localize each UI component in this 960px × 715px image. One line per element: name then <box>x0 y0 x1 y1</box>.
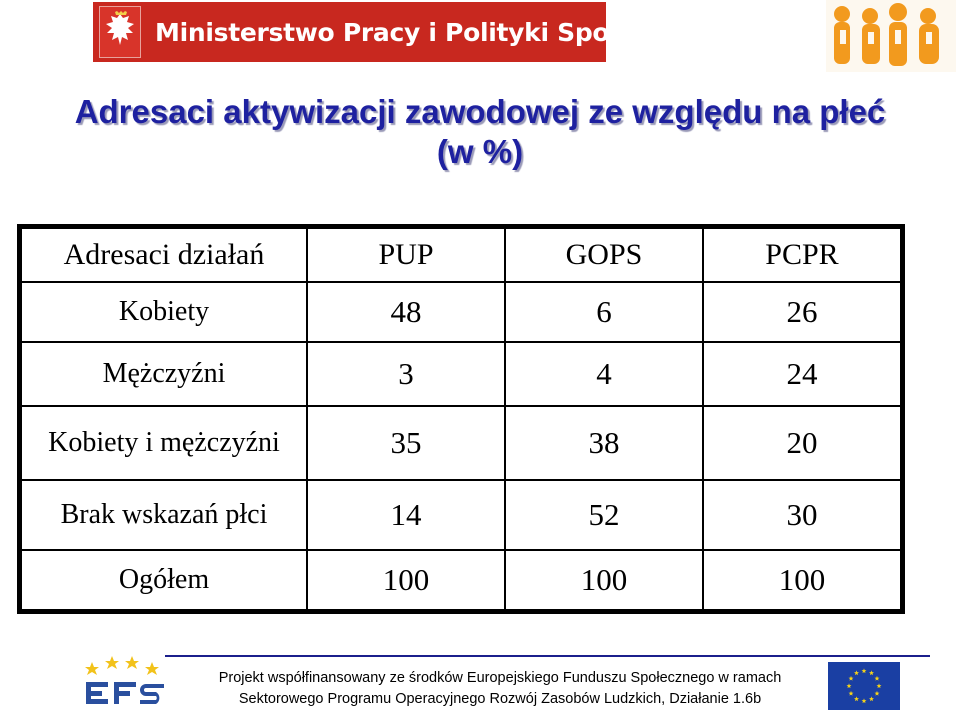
header-cell: PUP <box>307 228 505 282</box>
footer-divider <box>165 655 930 657</box>
eu-star-icon <box>875 691 880 696</box>
table-cell: 35 <box>307 406 505 480</box>
title-line-2: (w %) <box>436 133 524 170</box>
ppps-logo <box>826 0 956 72</box>
eu-star-icon <box>849 676 854 681</box>
table-cell: 52 <box>505 480 703 550</box>
efs-logo <box>82 652 168 708</box>
eu-star-icon <box>854 696 859 701</box>
table-cell: 100 <box>307 550 505 610</box>
footer-line-1: Projekt współfinansowany ze środków Europejskiego Funduszu Społecznego w ramach <box>218 670 782 686</box>
header-cell: PCPR <box>703 228 901 282</box>
table-row <box>21 282 901 342</box>
eu-star-icon <box>847 683 852 688</box>
page-title <box>0 92 960 172</box>
ministry-name: Ministerstwo Pracy i Polityki Społecznej <box>155 17 707 47</box>
table-cell: 3 <box>307 342 505 406</box>
row-label: Mężczyźni <box>21 342 307 406</box>
table-cell: 100 <box>703 550 901 610</box>
header-cell: Adresaci działań <box>21 228 307 282</box>
header-cell: GOPS <box>505 228 703 282</box>
eu-star-icon <box>862 668 867 673</box>
title-line-1: Adresaci aktywizacji zawodowej ze względu na płeć <box>74 93 886 130</box>
eu-flag <box>828 662 900 710</box>
table-row <box>21 550 901 610</box>
footer-text <box>175 668 825 710</box>
footer-line-2: Sektorowego Programu Operacyjnego Rozwój Zasobów Ludzkich, Działanie 1.6b <box>238 691 762 707</box>
table-cell: 48 <box>307 282 505 342</box>
row-label: Kobiety i mężczyźni <box>21 406 307 480</box>
table-row <box>21 480 901 550</box>
eu-star-icon <box>862 698 867 703</box>
table-cell: 4 <box>505 342 703 406</box>
eagle-emblem-icon <box>99 6 141 58</box>
table-cell: 26 <box>703 282 901 342</box>
table-cell: 14 <box>307 480 505 550</box>
row-label: Brak wskazań płci <box>21 480 307 550</box>
ministry-banner <box>93 2 707 62</box>
table-cell: 20 <box>703 406 901 480</box>
eu-star-icon <box>877 683 882 688</box>
table-cell: 24 <box>703 342 901 406</box>
row-label: Kobiety <box>21 282 307 342</box>
table-cell: 30 <box>703 480 901 550</box>
table-row <box>21 342 901 406</box>
row-label: Ogółem <box>21 550 307 610</box>
table-row <box>21 406 901 480</box>
eu-star-icon <box>875 676 880 681</box>
table-cell: 100 <box>505 550 703 610</box>
table-cell: 38 <box>505 406 703 480</box>
eu-star-icon <box>854 670 859 675</box>
eu-star-icon <box>869 670 874 675</box>
data-table <box>20 227 902 611</box>
eu-star-icon <box>849 691 854 696</box>
table-cell: 6 <box>505 282 703 342</box>
table-header-row <box>21 228 901 282</box>
eu-star-icon <box>869 696 874 701</box>
